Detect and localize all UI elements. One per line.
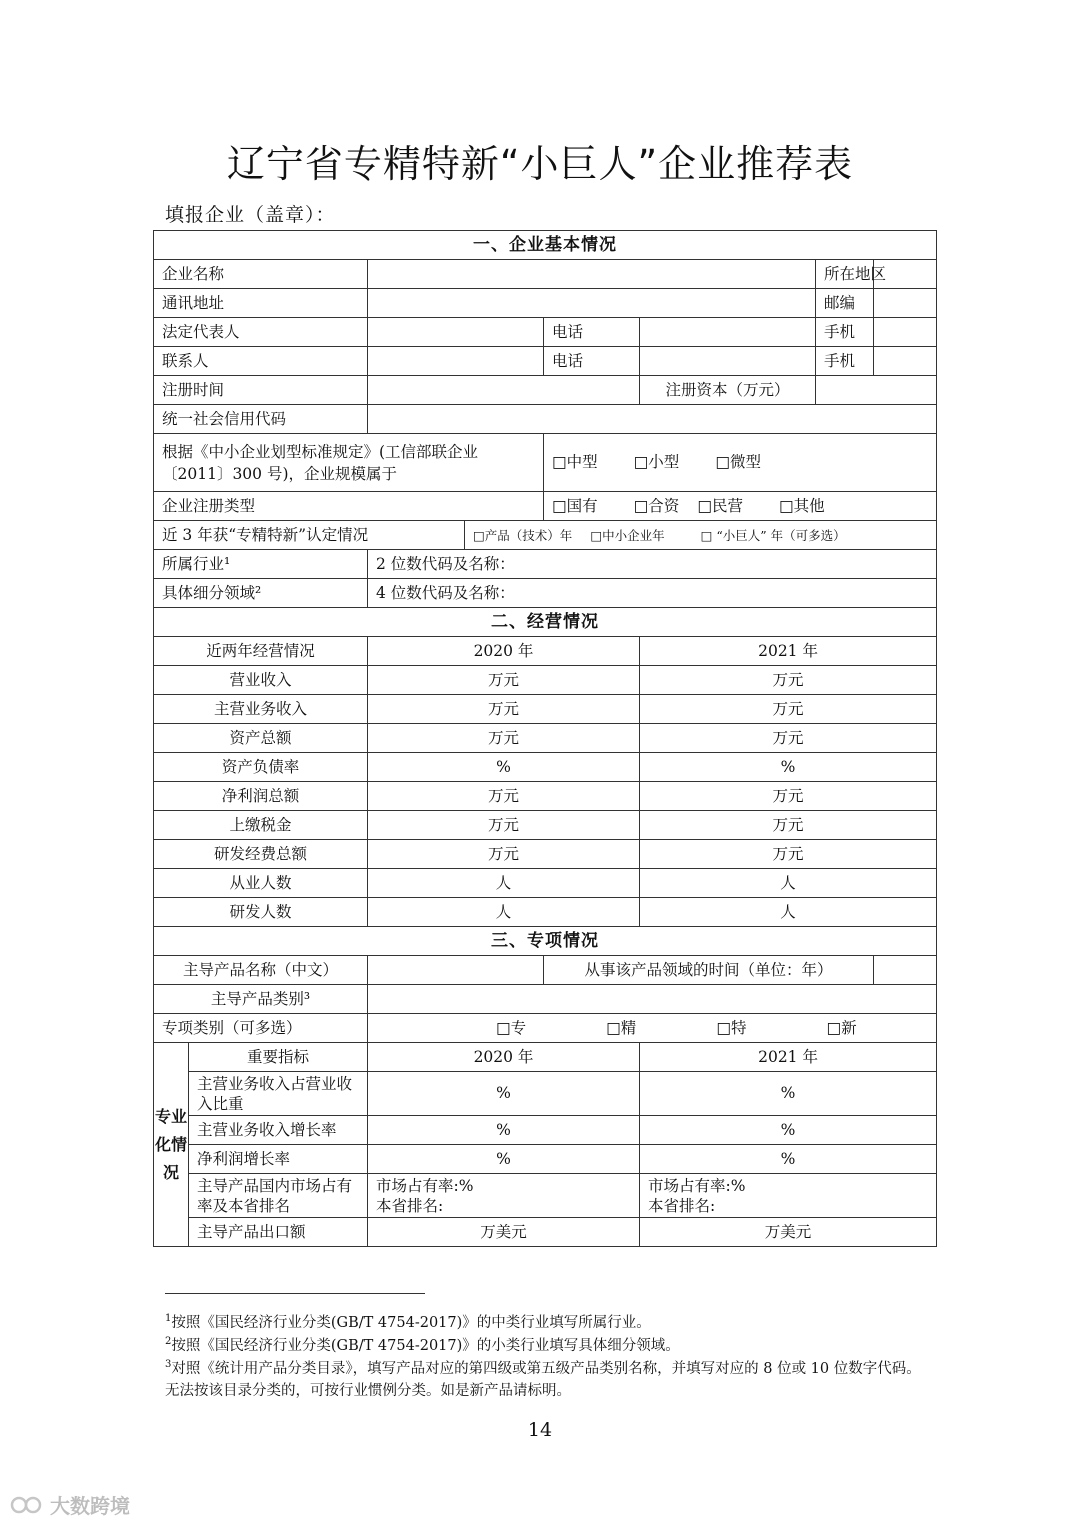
filler-label: 填报企业（盖章）： — [165, 204, 336, 226]
industry-label: 所属行业¹ — [154, 550, 368, 579]
ops-2020-field[interactable]: 万元 — [368, 840, 640, 869]
address-field[interactable] — [368, 289, 816, 318]
ops-2021-field[interactable]: 万元 — [640, 666, 937, 695]
ops-row-label: 营业收入 — [154, 666, 368, 695]
market-share-2020[interactable] — [368, 1174, 640, 1218]
ops-col-label: 近两年经营情况 — [154, 637, 368, 666]
table-row — [154, 782, 937, 811]
ops-2020-field[interactable]: 万元 — [368, 695, 640, 724]
industry-field[interactable]: 2 位数代码及名称： — [368, 550, 937, 579]
table-row — [154, 898, 937, 927]
table-row — [154, 724, 937, 753]
indicator-col: 重要指标 — [189, 1043, 368, 1072]
ops-row-label: 上缴税金 — [154, 811, 368, 840]
spec-2021-field[interactable]: 万美元 — [640, 1218, 937, 1247]
spec-row-label: 主营业务收入占营业收入比重 — [189, 1072, 368, 1116]
spec-2021-field[interactable]: % — [640, 1072, 937, 1116]
subfield-field[interactable]: 4 位数代码及名称： — [368, 579, 937, 608]
specialization-side-label: 专业化情况 — [154, 1043, 189, 1247]
reg-type-options — [544, 492, 937, 521]
spec-col-2020: 2020 年 — [368, 1043, 640, 1072]
page-number: 14 — [527, 1419, 553, 1441]
market-share-2021[interactable] — [640, 1174, 937, 1218]
cert-options — [465, 521, 937, 550]
ops-2020-field[interactable]: 万元 — [368, 666, 640, 695]
company-name-label: 企业名称 — [154, 260, 368, 289]
reg-capital-field[interactable] — [816, 376, 937, 405]
rank-text: 本省排名: — [376, 1196, 444, 1215]
cert-option-product[interactable]: □产品（技术）年 — [473, 527, 573, 543]
spec-row-label: 主导产品出口额 — [189, 1218, 368, 1247]
scale-option-medium[interactable]: □中型 — [552, 453, 598, 471]
section1-header: 一、企业基本情况 — [154, 231, 937, 260]
legal-rep-field[interactable] — [368, 318, 544, 347]
product-cat-field[interactable] — [368, 985, 937, 1014]
legal-rep-mobile-field[interactable] — [874, 318, 937, 347]
ops-2021-field[interactable]: 万元 — [640, 840, 937, 869]
spec-2021-field[interactable]: % — [640, 1145, 937, 1174]
recommendation-form — [153, 230, 937, 1247]
reg-time-field[interactable] — [368, 376, 640, 405]
contact-mobile-field[interactable] — [874, 347, 937, 376]
ops-2021-field[interactable]: 万元 — [640, 695, 937, 724]
table-row — [154, 695, 937, 724]
scale-options — [544, 434, 937, 492]
ops-row-label: 从业人数 — [154, 869, 368, 898]
ops-row-label: 资产负债率 — [154, 753, 368, 782]
company-name-field[interactable] — [368, 260, 816, 289]
ops-col-2021: 2021 年 — [640, 637, 937, 666]
legal-rep-mobile-label: 手机 — [816, 318, 874, 347]
ops-2021-field[interactable]: 人 — [640, 898, 937, 927]
page-title: 辽宁省专精特新“小巨人”企业推荐表 — [226, 142, 854, 186]
cert-label: 近 3 年获“专精特新”认定情况 — [154, 521, 465, 550]
reg-type-other[interactable]: □其他 — [778, 496, 825, 515]
section3-header: 三、专项情况 — [154, 927, 937, 956]
watermark-text: 大数跨境 — [50, 1494, 130, 1518]
scale-option-micro[interactable]: □微型 — [715, 453, 761, 471]
special-option-xin[interactable]: □新 — [826, 1018, 857, 1037]
market-share-text: 市场占有率:% — [648, 1176, 746, 1195]
cert-option-sme[interactable]: □中小企业年 — [590, 527, 665, 543]
rank-text: 本省排名: — [648, 1196, 716, 1215]
table-row — [154, 666, 937, 695]
ops-2020-field[interactable]: 万元 — [368, 724, 640, 753]
watermark-logo-icon — [10, 1494, 44, 1516]
special-option-jing[interactable]: □精 — [606, 1018, 637, 1037]
contact-mobile-label: 手机 — [816, 347, 874, 376]
table-row — [154, 753, 937, 782]
market-share-text: 市场占有率:% — [376, 1176, 474, 1195]
ops-row-label: 净利润总额 — [154, 782, 368, 811]
years-label: 从事该产品领域的时间（单位：年） — [544, 956, 874, 985]
reg-type-private[interactable]: □民营 — [697, 496, 743, 515]
spec-2020-field[interactable]: % — [368, 1072, 640, 1116]
cert-option-giant[interactable]: □ “小巨人” 年（可多选） — [700, 527, 846, 543]
ops-2020-field[interactable]: 万元 — [368, 782, 640, 811]
subfield-label: 具体细分领域² — [154, 579, 368, 608]
contact-phone-field[interactable] — [640, 347, 816, 376]
spec-2020-field[interactable]: % — [368, 1116, 640, 1145]
address-label: 通讯地址 — [154, 289, 368, 318]
spec-2021-field[interactable]: % — [640, 1116, 937, 1145]
table-row — [154, 811, 937, 840]
credit-code-label: 统一社会信用代码 — [154, 405, 368, 434]
spec-col-2021: 2021 年 — [640, 1043, 937, 1072]
ops-2021-field[interactable]: 万元 — [640, 782, 937, 811]
section2-header: 二、经营情况 — [154, 608, 937, 637]
reg-capital-label: 注册资本（万元） — [640, 376, 816, 405]
postcode-field[interactable] — [874, 289, 937, 318]
footnote-3: $^3$对照《统计用产品分类目录》，填写产品对应的第四级或第五级产品类别名称，并填写对应的 8 位或 10 位数字代码。无法按该目录分类的，可按行业惯例分类。如是新产品请标明。 — [165, 1359, 921, 1399]
ops-2020-field[interactable]: 万元 — [368, 811, 640, 840]
special-cat-label: 专项类别（可多选） — [154, 1014, 368, 1043]
product-name-label: 主导产品名称（中文） — [154, 956, 368, 985]
ops-row-label: 研发经费总额 — [154, 840, 368, 869]
product-cat-label: 主导产品类别³ — [154, 985, 368, 1014]
reg-type-state[interactable]: □国有 — [552, 496, 598, 515]
reg-time-label: 注册时间 — [154, 376, 368, 405]
spec-row-label: 主营业务收入增长率 — [189, 1116, 368, 1145]
table-row — [154, 840, 937, 869]
scale-label: 根据《中小企业划型标准规定》(工信部联企业〔2011〕300 号)，企业规模属于 — [154, 434, 544, 492]
special-cat-options — [368, 1014, 937, 1043]
ops-row-label: 主营业务收入 — [154, 695, 368, 724]
ops-2020-field[interactable]: % — [368, 753, 640, 782]
table-row — [154, 869, 937, 898]
years-field[interactable] — [874, 956, 937, 985]
ops-2021-field[interactable]: 万元 — [640, 811, 937, 840]
legal-rep-phone-field[interactable] — [640, 318, 816, 347]
legal-rep-phone-label: 电话 — [544, 318, 640, 347]
ops-2020-field[interactable]: 人 — [368, 869, 640, 898]
spec-row-label: 主导产品国内市场占有率及本省排名 — [189, 1174, 368, 1218]
region-label: 所在地区 — [816, 260, 874, 289]
watermark — [10, 1490, 130, 1519]
reg-type-label: 企业注册类型 — [154, 492, 544, 521]
credit-code-field[interactable] — [368, 405, 937, 434]
ops-2021-field[interactable]: % — [640, 753, 937, 782]
contact-label: 联系人 — [154, 347, 368, 376]
contact-field[interactable] — [368, 347, 544, 376]
contact-phone-label: 电话 — [544, 347, 640, 376]
legal-rep-label: 法定代表人 — [154, 318, 368, 347]
footnote-divider — [165, 1293, 425, 1294]
spec-2020-field[interactable]: % — [368, 1145, 640, 1174]
ops-2021-field[interactable]: 万元 — [640, 724, 937, 753]
ops-2021-field[interactable]: 人 — [640, 869, 937, 898]
product-name-field[interactable] — [368, 956, 544, 985]
ops-2020-field[interactable]: 人 — [368, 898, 640, 927]
special-option-zhuan[interactable]: □专 — [496, 1018, 527, 1037]
footnote-2: $^2$按照《国民经济行业分类(GB/T 4754-2017)》的小类行业填写具体细分领域。 — [165, 1336, 680, 1354]
ops-row-label: 研发人数 — [154, 898, 368, 927]
ops-col-2020: 2020 年 — [368, 637, 640, 666]
spec-row-label: 净利润增长率 — [189, 1145, 368, 1174]
footnote-1: $^1$按照《国民经济行业分类(GB/T 4754-2017)》的中类行业填写所属行业。 — [165, 1313, 651, 1331]
special-option-te[interactable]: □特 — [716, 1018, 747, 1037]
reg-type-jv[interactable]: □合资 — [633, 496, 680, 515]
scale-option-small[interactable]: □小型 — [633, 453, 680, 471]
postcode-label: 邮编 — [816, 289, 874, 318]
spec-2020-field[interactable]: 万美元 — [368, 1218, 640, 1247]
ops-row-label: 资产总额 — [154, 724, 368, 753]
